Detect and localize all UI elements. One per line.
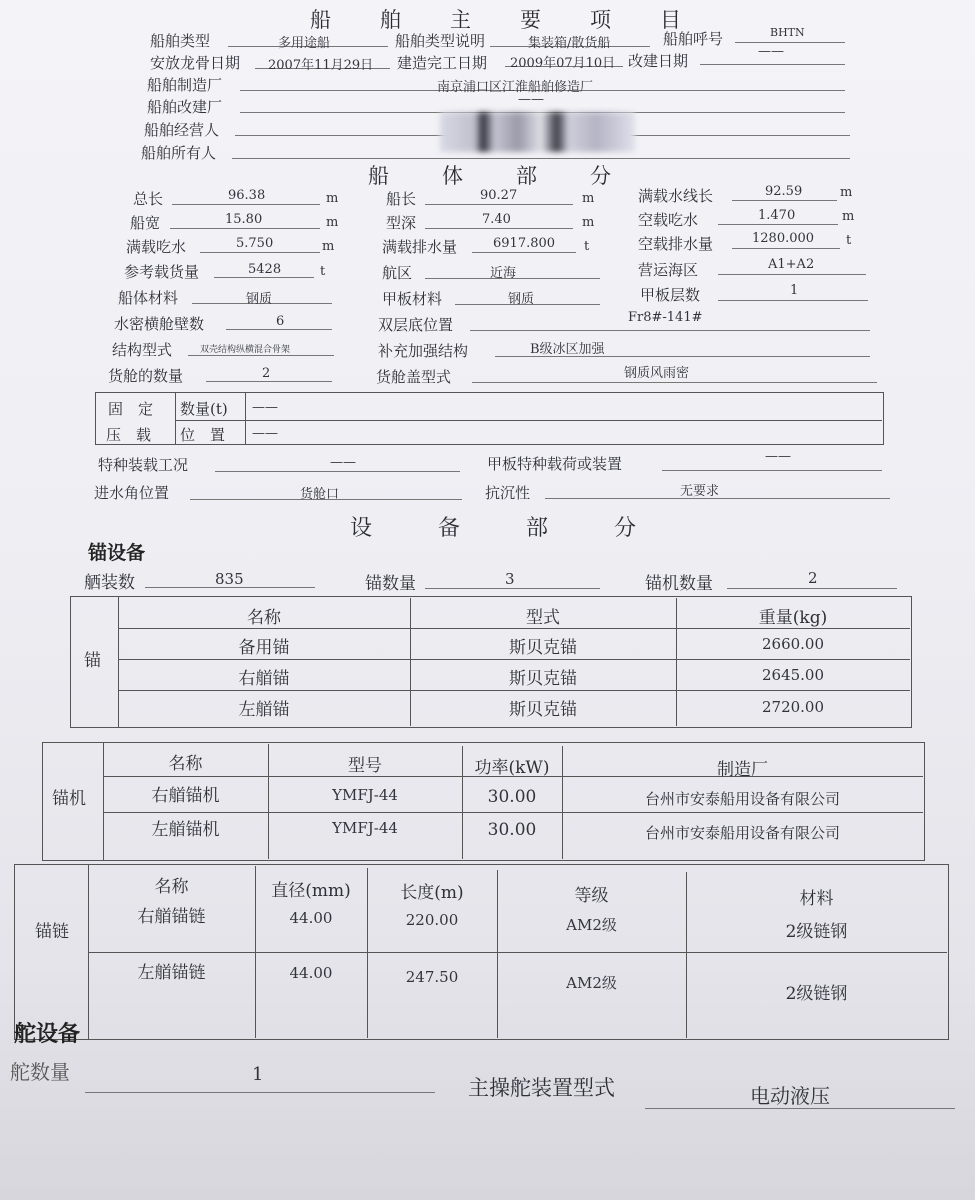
label-full-displacement: 满载排水量 xyxy=(382,238,458,256)
label-deck-material: 甲板材料 xyxy=(382,290,443,308)
label-completion-date: 建造完工日期 xyxy=(397,54,488,72)
chain-row-grade: AM2级 xyxy=(566,916,617,934)
value-anchor-count: 3 xyxy=(505,570,515,588)
label-flooding-angle: 进水角位置 xyxy=(94,484,170,502)
label-length-overall: 总长 xyxy=(133,190,164,208)
windlass-row-name: 左艏锚机 xyxy=(151,820,220,840)
value-deck-material: 钢质 xyxy=(508,292,535,307)
chain-row-material: 2级链钢 xyxy=(785,922,848,942)
ballast-qty-value: —— xyxy=(252,400,278,415)
anchor-row-weight: 2660.00 xyxy=(761,635,825,653)
anchor-equipment-title: 锚设备 xyxy=(88,542,146,564)
chain-row-length: 247.50 xyxy=(405,968,459,986)
windlass-row-model: YMFJ-44 xyxy=(332,819,398,837)
label-steering-gear-type: 主操舵装置型式 xyxy=(468,1076,615,1100)
label-light-draft: 空载吃水 xyxy=(638,211,699,229)
windlass-table-side-label: 锚机 xyxy=(52,789,86,809)
value-sea-area: A1+A2 xyxy=(768,257,815,272)
label-structure-type: 结构型式 xyxy=(112,341,173,359)
value-watertight-bulkheads: 6 xyxy=(276,314,285,329)
chain-header-grade: 等级 xyxy=(574,886,609,906)
label-navigation-area: 航区 xyxy=(382,264,413,282)
label-equipment-number: 舾装数 xyxy=(84,573,135,593)
chain-header-length: 长度(m) xyxy=(400,883,464,903)
value-waterline-length: 92.59 xyxy=(765,184,803,199)
anchor-row-weight: 2720.00 xyxy=(761,698,825,716)
value-special-loading: —— xyxy=(330,455,356,470)
value-rebuilder: —— xyxy=(518,92,544,107)
chain-row-material: 2级链钢 xyxy=(785,984,848,1004)
label-reference-cargo: 参考载货量 xyxy=(124,263,200,281)
value-ship-type: 多用途船 xyxy=(278,36,331,51)
label-deck-special-load: 甲板特种载荷或装置 xyxy=(487,455,623,473)
value-builder: 南京浦口区江淮船舶修造厂 xyxy=(437,80,594,95)
ballast-pos-value: —— xyxy=(252,426,278,441)
label-sea-area: 营运海区 xyxy=(638,261,699,279)
unit-length-overall: m xyxy=(326,191,339,206)
anchor-header-weight: 重量(kg) xyxy=(758,608,828,628)
value-windlass-count: 2 xyxy=(808,569,818,587)
windlass-header-power: 功率(kW) xyxy=(474,758,550,778)
value-reinforcement: B级冰区加强 xyxy=(530,342,605,357)
chain-row-length: 220.00 xyxy=(405,911,459,929)
value-flooding-angle: 货舱口 xyxy=(300,487,340,502)
value-hold-count: 2 xyxy=(262,366,271,381)
chain-row-name: 左艏锚链 xyxy=(137,963,206,983)
label-operator: 船舶经营人 xyxy=(144,121,220,139)
chain-row-diameter: 44.00 xyxy=(289,964,333,982)
chain-header-name: 名称 xyxy=(154,877,189,897)
value-hatch-cover: 钢质风雨密 xyxy=(624,366,690,381)
label-reinforcement: 补充加强结构 xyxy=(378,342,469,360)
value-ship-length: 90.27 xyxy=(480,188,518,203)
label-hatch-cover: 货舱盖型式 xyxy=(376,368,452,386)
label-hold-count: 货舱的数量 xyxy=(108,367,184,385)
label-windlass-count: 锚机数量 xyxy=(645,574,713,594)
ballast-label-top: 固 定 xyxy=(108,400,154,418)
label-anchor-count: 锚数量 xyxy=(365,574,416,594)
value-depth: 7.40 xyxy=(482,212,511,227)
value-keel-date: 2007年11月29日 xyxy=(268,58,374,73)
label-owner: 船舶所有人 xyxy=(141,144,217,162)
value-structure-type: 双壳结构纵横混合骨架 xyxy=(200,345,291,355)
unit-reference-cargo: t xyxy=(320,264,326,279)
anchor-table-side-label: 锚 xyxy=(84,651,101,671)
unit-waterline-length: m xyxy=(840,185,853,200)
label-ship-type: 船舶类型 xyxy=(150,32,211,50)
unit-depth: m xyxy=(582,215,595,230)
windlass-row-maker: 台州市安泰船用设备有限公司 xyxy=(644,824,840,842)
anchor-row-name: 备用锚 xyxy=(238,638,290,658)
chain-row-name: 右艏锚链 xyxy=(137,907,206,927)
value-full-draft: 5.750 xyxy=(236,236,274,251)
label-double-bottom: 双层底位置 xyxy=(378,316,454,334)
label-light-displacement: 空载排水量 xyxy=(638,235,714,253)
value-light-draft: 1.470 xyxy=(758,208,796,223)
chain-row-diameter: 44.00 xyxy=(289,909,333,927)
label-special-loading: 特种装载工况 xyxy=(98,456,189,474)
label-rebuilder: 船舶改建厂 xyxy=(147,98,223,116)
label-depth: 型深 xyxy=(386,214,417,232)
anchor-row-name: 左艏锚 xyxy=(238,700,290,720)
chain-row-grade: AM2级 xyxy=(566,974,617,992)
windlass-header-model: 型号 xyxy=(348,756,382,776)
label-full-draft: 满载吃水 xyxy=(126,238,187,256)
unit-light-displacement: t xyxy=(846,233,852,248)
label-subdivision: 抗沉性 xyxy=(485,484,531,502)
ballast-qty-label: 数量(t) xyxy=(180,400,228,418)
anchor-row-type: 斯贝克锚 xyxy=(509,638,577,658)
page-title: 船 舶 主 要 项 目 xyxy=(310,8,695,32)
label-hull-material: 船体材料 xyxy=(118,289,179,307)
label-ship-type-desc: 船舶类型说明 xyxy=(395,32,486,50)
value-double-bottom: Fr8#-141# xyxy=(628,310,703,325)
anchor-row-type: 斯贝克锚 xyxy=(509,700,577,720)
label-breadth: 船宽 xyxy=(130,214,161,232)
value-ship-type-desc: 集装箱/散货船 xyxy=(528,36,611,51)
value-rudder-count: 1 xyxy=(252,1064,264,1085)
label-deck-count: 甲板层数 xyxy=(640,286,701,304)
value-light-displacement: 1280.000 xyxy=(752,231,815,246)
label-waterline-length: 满载水线长 xyxy=(638,187,714,205)
value-completion-date: 2009年07月10日 xyxy=(510,56,616,71)
unit-breadth: m xyxy=(326,215,339,230)
value-reference-cargo: 5428 xyxy=(248,262,282,277)
windlass-row-power: 30.00 xyxy=(487,787,537,807)
rudder-equipment-title: 舵设备 xyxy=(14,1022,81,1047)
anchor-header-type: 型式 xyxy=(526,608,560,628)
value-steering-gear-type: 电动液压 xyxy=(750,1084,830,1108)
value-breadth: 15.80 xyxy=(225,212,263,227)
windlass-row-name: 右艏锚机 xyxy=(151,786,220,806)
value-subdivision: 无要求 xyxy=(680,484,720,499)
ballast-pos-label: 位 置 xyxy=(180,426,226,444)
windlass-header-name: 名称 xyxy=(168,754,203,774)
unit-ship-length: m xyxy=(582,191,595,206)
ballast-label-bottom: 压 载 xyxy=(106,426,152,444)
value-hull-material: 钢质 xyxy=(246,292,273,307)
label-builder: 船舶制造厂 xyxy=(147,76,223,94)
value-call-sign: BHTN xyxy=(770,26,805,39)
value-deck-count: 1 xyxy=(790,283,799,298)
label-rudder-count: 舵数量 xyxy=(10,1060,70,1084)
label-call-sign: 船舶呼号 xyxy=(663,30,724,48)
windlass-row-model: YMFJ-44 xyxy=(332,786,398,804)
value-full-displacement: 6917.800 xyxy=(493,236,556,251)
equipment-section-title: 设 备 部 分 xyxy=(350,516,659,541)
anchor-row-name: 右艏锚 xyxy=(238,669,290,689)
value-deck-special-load: —— xyxy=(765,449,791,464)
chain-table-side-label: 锚链 xyxy=(35,922,69,942)
windlass-row-power: 30.00 xyxy=(487,820,537,840)
value-equipment-number: 835 xyxy=(215,570,244,588)
value-length-overall: 96.38 xyxy=(228,188,266,203)
redacted-area xyxy=(440,112,635,152)
label-rebuild-date: 改建日期 xyxy=(628,52,689,70)
windlass-row-maker: 台州市安泰船用设备有限公司 xyxy=(644,790,840,808)
value-navigation-area: 近海 xyxy=(490,266,517,281)
anchor-row-weight: 2645.00 xyxy=(761,666,825,684)
label-keel-date: 安放龙骨日期 xyxy=(150,54,241,72)
unit-full-displacement: t xyxy=(584,239,590,254)
hull-section-title: 船 体 部 分 xyxy=(368,164,627,188)
chain-header-material: 材料 xyxy=(799,889,834,909)
label-watertight-bulkheads: 水密横舱壁数 xyxy=(114,315,205,333)
anchor-header-name: 名称 xyxy=(247,608,281,628)
unit-full-draft: m xyxy=(322,239,335,254)
unit-light-draft: m xyxy=(842,209,855,224)
chain-header-diameter: 直径(mm) xyxy=(271,881,351,901)
windlass-header-maker: 制造厂 xyxy=(717,760,768,780)
anchor-row-type: 斯贝克锚 xyxy=(509,669,577,689)
label-ship-length: 船长 xyxy=(386,190,417,208)
value-rebuild-date: —— xyxy=(758,44,784,59)
